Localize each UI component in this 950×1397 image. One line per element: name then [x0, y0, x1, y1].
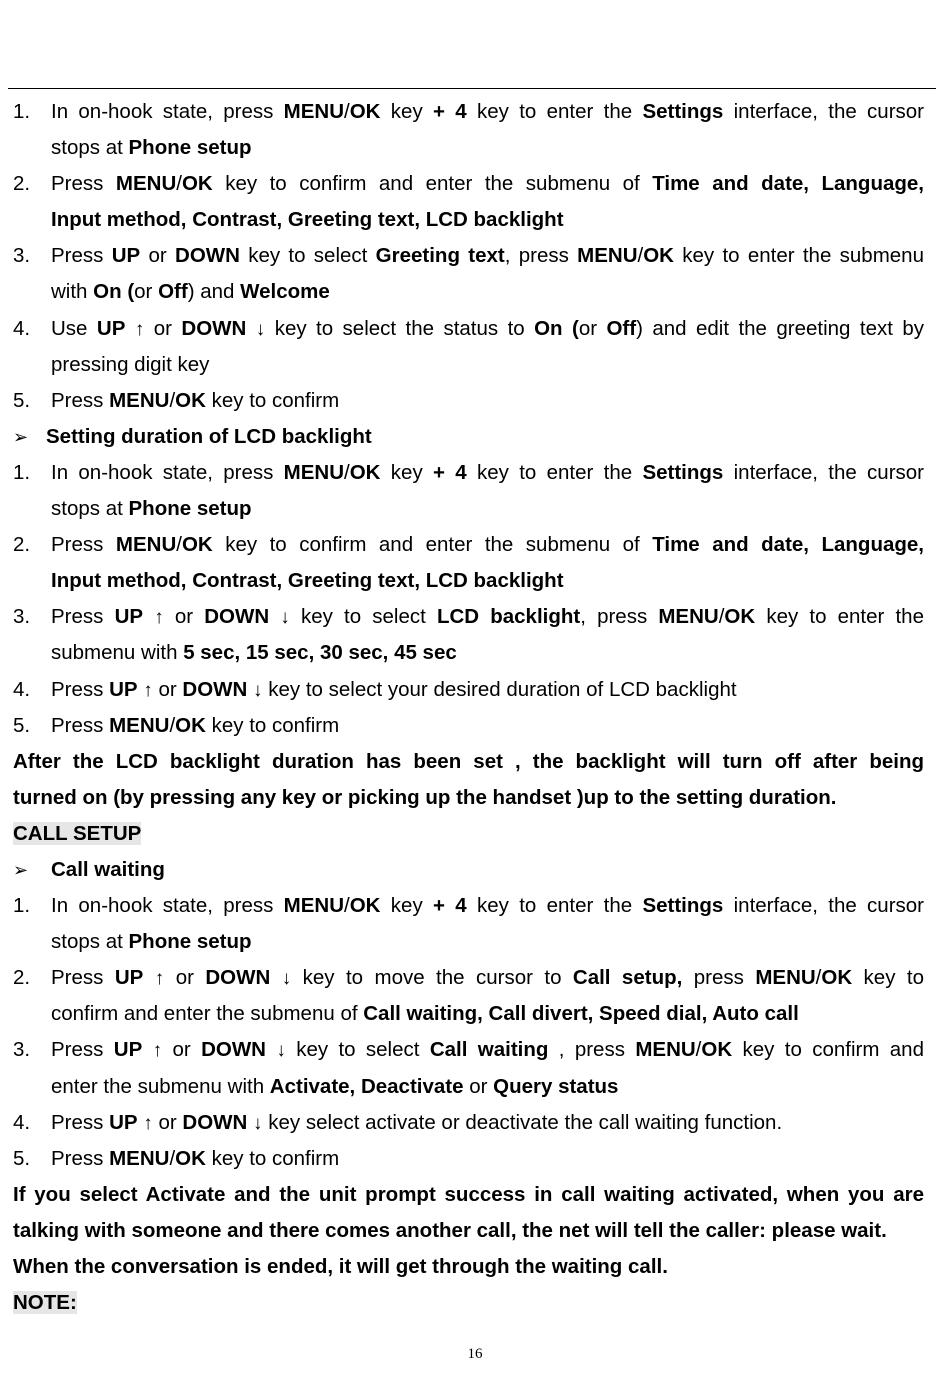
- list-item: [13, 94, 924, 130]
- arrow-down-icon: ↓: [281, 968, 292, 990]
- list-item: 2. Press MENU/OK key to confirm and enter the submenu of Time and date, Language,: [13, 533, 924, 557]
- list-item: 2. Press MENU/OK key to confirm and enter the submenu of Time and date, Language,: [13, 172, 924, 196]
- list-item: 3. Press UP ↑ or DOWN ↓ key to select Call waiting , press MENU/OK key to confirm and: [13, 1038, 924, 1062]
- section-heading: ➢ Call waiting: [13, 852, 924, 888]
- note-paragraph: After the LCD backlight duration has been set , the backlight will turn off after being: [13, 749, 924, 773]
- list-item: 5. Press MENU/OK key to confirm: [13, 388, 340, 412]
- list-item-continuation: Input method, Contrast, Greeting text, LCD backlight: [51, 208, 564, 232]
- page-content: [13, 94, 924, 1321]
- list-item: 4. Press UP ↑ or DOWN ↓ key select activate or deactivate the call waiting function.: [13, 1110, 783, 1134]
- list-item: 4. Use UP ↑ or DOWN ↓ key to select the status to On (or Off) and edit the greeting text by: [13, 316, 924, 340]
- section-title: CALL SETUP: [13, 821, 142, 845]
- note-paragraph: talking with someone and there comes another call, the net will tell the caller: please wait.: [13, 1218, 887, 1242]
- list-item-continuation: confirm and enter the submenu of Call waiting, Call divert, Speed dial, Auto call: [51, 1002, 799, 1026]
- list-item-continuation: Input method, Contrast, Greeting text, LCD backlight: [51, 569, 564, 593]
- note-label: NOTE:: [13, 1291, 77, 1315]
- list-item: 3. Press UP ↑ or DOWN ↓ key to select LCD backlight, press MENU/OK key to enter the: [13, 605, 924, 629]
- arrow-bullet-icon: ➢: [13, 859, 29, 880]
- arrow-down-icon: ↓: [253, 1112, 263, 1134]
- list-item-continuation: stops at Phone setup: [51, 930, 252, 954]
- list-item: 4. Press UP ↑ or DOWN ↓ key to select your desired duration of LCD backlight: [13, 677, 737, 701]
- list-item: 5. Press MENU/OK key to confirm: [13, 713, 340, 737]
- note-paragraph: If you select Activate and the unit prompt success in call waiting activated, when you are: [13, 1182, 924, 1206]
- list-item-continuation: enter the submenu with Activate, Deactivate or Query status: [51, 1074, 619, 1098]
- arrow-bullet-icon: ➢: [13, 426, 29, 447]
- arrow-up-icon: ↑: [154, 968, 165, 990]
- list-item-continuation: submenu with 5 sec, 15 sec, 30 sec, 45 sec: [51, 641, 457, 665]
- arrow-up-icon: ↑: [143, 679, 153, 701]
- list-item-continuation: pressing digit key: [51, 352, 210, 376]
- header-rule: [8, 88, 936, 89]
- list-item: 5. Press MENU/OK key to confirm: [13, 1146, 340, 1170]
- step-text: In on-hook state, press MENU/OK key + 4 key to enter the Settings interface, the cursor: [51, 100, 924, 123]
- list-item: 1. In on-hook state, press MENU/OK key + 4 key to enter the Settings interface, the cursor: [13, 460, 924, 484]
- arrow-down-icon: ↓: [276, 1040, 286, 1062]
- arrow-up-icon: ↑: [143, 1112, 153, 1134]
- list-item: 3. Press UP or DOWN key to select Greeting text, press MENU/OK key to enter the submenu: [13, 244, 924, 268]
- arrow-down-icon: ↓: [280, 607, 290, 629]
- arrow-up-icon: ↑: [152, 1040, 163, 1062]
- page-number: 16: [467, 1346, 483, 1362]
- list-item: 2. Press UP ↑ or DOWN ↓ key to move the cursor to Call setup, press MENU/OK key to: [13, 966, 924, 990]
- arrow-up-icon: ↑: [134, 318, 145, 340]
- arrow-up-icon: ↑: [154, 607, 164, 629]
- list-item-continuation: stops at Phone setup: [51, 497, 252, 521]
- note-paragraph: turned on (by pressing any key or picking up the handset )up to the setting duration.: [13, 785, 837, 809]
- list-item: 1. In on-hook state, press MENU/OK key + 4 key to enter the Settings interface, the cursor: [13, 894, 924, 918]
- list-item-continuation: stops at Phone setup: [51, 136, 252, 160]
- arrow-down-icon: ↓: [253, 679, 263, 701]
- section-heading: ➢ Setting duration of LCD backlight: [13, 419, 924, 455]
- note-paragraph: When the conversation is ended, it will get through the waiting call.: [13, 1255, 668, 1278]
- step-number: 1.: [13, 100, 31, 123]
- list-item-continuation: with On (or Off) and Welcome: [51, 280, 330, 304]
- arrow-down-icon: ↓: [255, 318, 266, 340]
